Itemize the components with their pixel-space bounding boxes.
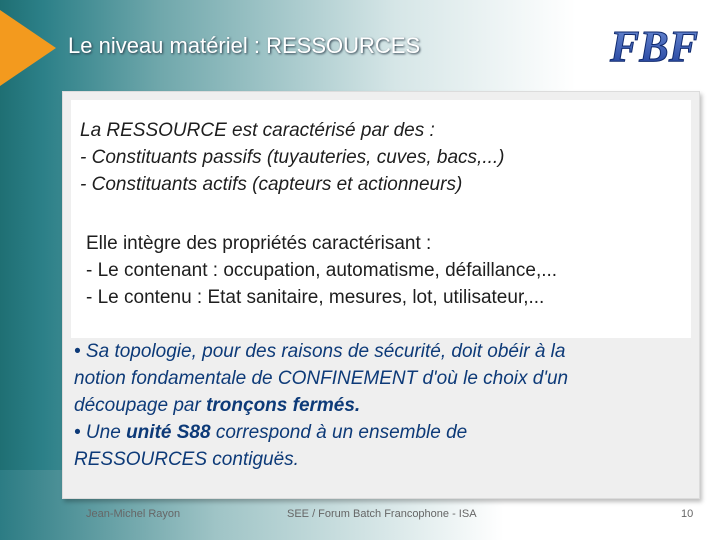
footer-page-number: 10: [681, 508, 694, 520]
orange-arrow-icon: [0, 10, 56, 86]
footer-author: Jean-Michel Rayon: [86, 508, 181, 520]
topology-notes: [74, 338, 702, 473]
text-line: [74, 419, 702, 446]
text-line: La RESSOURCE est caractérisé par des :: [80, 120, 435, 141]
text-segment: découpage par: [74, 395, 207, 416]
resource-properties: [86, 230, 557, 311]
title-highlight: RESSOURCES: [266, 33, 421, 58]
text-line: - Constituants passifs (tuyauteries, cuves, bacs,...): [80, 147, 505, 168]
logo-text: FBF: [610, 22, 699, 70]
text-line: - Constituants actifs (capteurs et actionneurs): [80, 174, 463, 195]
title-prefix: Le niveau matériel :: [68, 33, 267, 58]
text-line: • Sa topologie, pour des raisons de sécurité, doit obéir à la: [74, 341, 566, 362]
text-line: - Le contenu : Etat sanitaire, mesures, lot, utilisateur,...: [86, 287, 545, 308]
resource-definition: [80, 117, 505, 198]
text-bold-segment: unité S88: [126, 422, 211, 443]
text-line: Elle intègre des propriétés caractérisant :: [86, 233, 432, 254]
text-line: notion fondamentale de CONFINEMENT d'où le choix d'un: [74, 368, 569, 389]
fbf-logo: [607, 18, 705, 70]
text-line: - Le contenant : occupation, automatisme, défaillance,...: [86, 260, 558, 281]
text-bold-segment: tronçons fermés.: [206, 395, 361, 416]
text-line: [74, 392, 702, 419]
footer-event: SEE / Forum Batch Francophone - ISA: [287, 508, 477, 520]
slide-title: [68, 33, 420, 59]
text-line: RESSOURCES contiguës.: [74, 449, 299, 470]
text-segment: • Une: [74, 422, 127, 443]
text-segment: correspond à un ensemble de: [210, 422, 468, 443]
